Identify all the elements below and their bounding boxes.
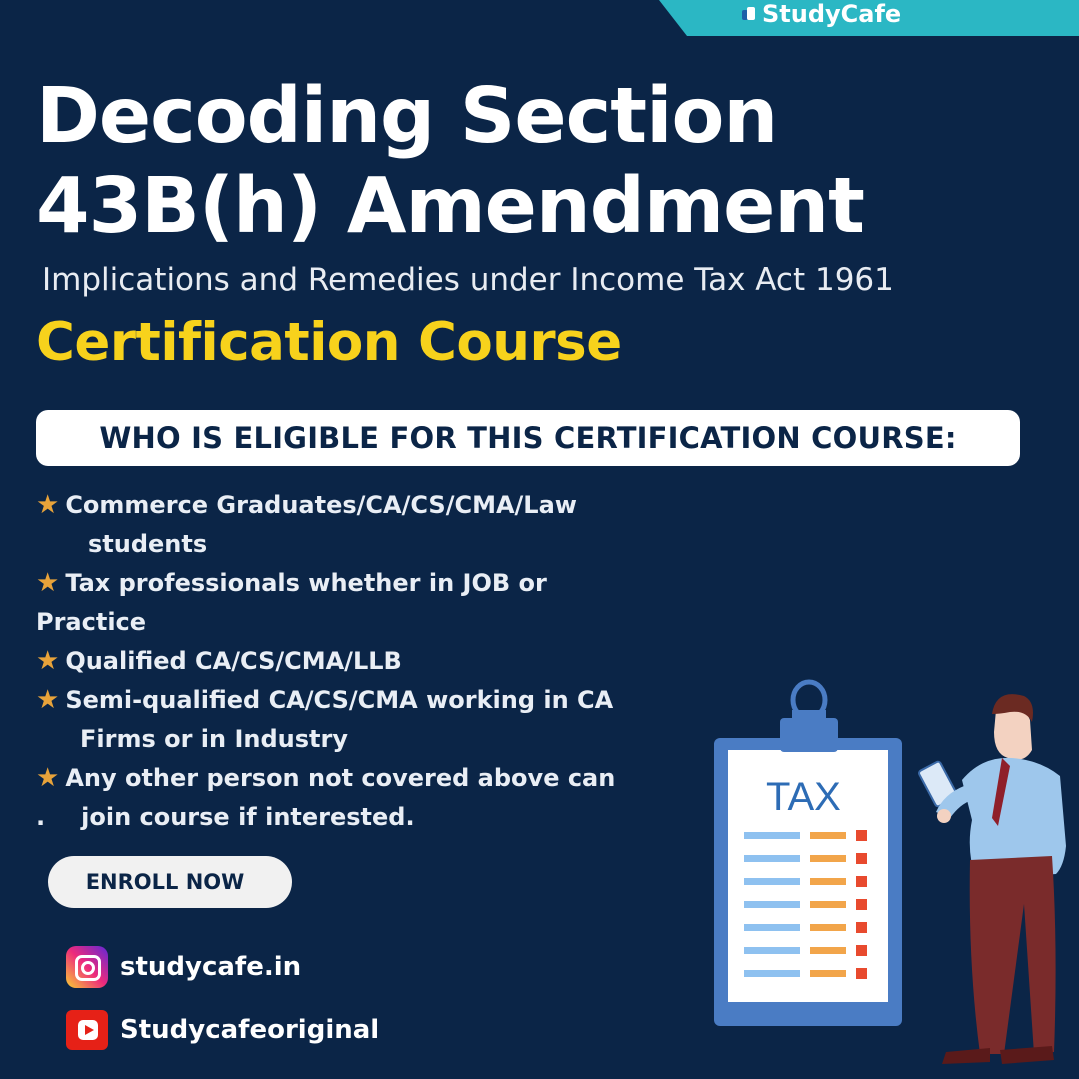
clipboard-icon: [714, 682, 902, 1026]
list-item: [36, 759, 676, 837]
youtube-handle: Studycafeoriginal: [120, 1015, 380, 1045]
clipboard-label: TAX: [766, 775, 841, 819]
eligibility-heading: WHO IS ELIGIBLE FOR THIS CERTIFICATION COURSE:: [99, 421, 957, 455]
eligibility-list: [36, 486, 676, 837]
item-text-continued: Firms or in Industry: [80, 725, 348, 753]
item-text-continued: students: [88, 530, 208, 558]
star-icon: ★: [36, 646, 60, 676]
title-line-1: Decoding Section: [36, 72, 778, 161]
youtube-link[interactable]: [66, 1010, 379, 1050]
instagram-icon: [66, 946, 108, 988]
stray-dot: .: [36, 803, 46, 831]
item-text-continued: join course if interested.: [81, 803, 415, 831]
star-icon: ★: [36, 685, 60, 715]
brand-logo[interactable]: [740, 0, 901, 28]
star-icon: ★: [36, 763, 60, 793]
person-icon: [918, 694, 1066, 1064]
list-item: [36, 564, 676, 642]
instagram-link[interactable]: [66, 946, 301, 988]
page-title: [36, 72, 864, 252]
star-icon: ★: [36, 490, 60, 520]
list-item: [36, 681, 676, 759]
enroll-now-button[interactable]: ENROLL NOW: [48, 856, 292, 908]
youtube-icon: [66, 1010, 108, 1050]
instagram-handle: studycafe.in: [120, 952, 302, 982]
item-text: Commerce Graduates/CA/CS/CMA/Law: [65, 491, 577, 519]
title-line-2: 43B(h) Amendment: [36, 162, 864, 251]
studycafe-logo-icon: [740, 6, 756, 22]
item-text: Qualified CA/CS/CMA/LLB: [65, 647, 402, 675]
eligibility-banner: [36, 410, 1020, 466]
star-icon: ★: [36, 568, 60, 598]
list-item: [36, 642, 676, 681]
tax-clipboard-illustration: [700, 670, 1079, 1079]
brand-name: StudyCafe: [762, 0, 902, 28]
item-text: Any other person not covered above can: [65, 764, 616, 792]
item-text-continued: Practice: [36, 608, 147, 636]
item-text: Tax professionals whether in JOB or: [65, 569, 547, 597]
list-item: [36, 486, 676, 564]
item-text-continued-row: [36, 798, 676, 837]
item-text: Semi-qualified CA/CS/CMA working in CA: [65, 686, 614, 714]
course-label: Certification Course: [36, 312, 622, 373]
subtitle: Implications and Remedies under Income Tax Act 1961: [42, 262, 894, 298]
